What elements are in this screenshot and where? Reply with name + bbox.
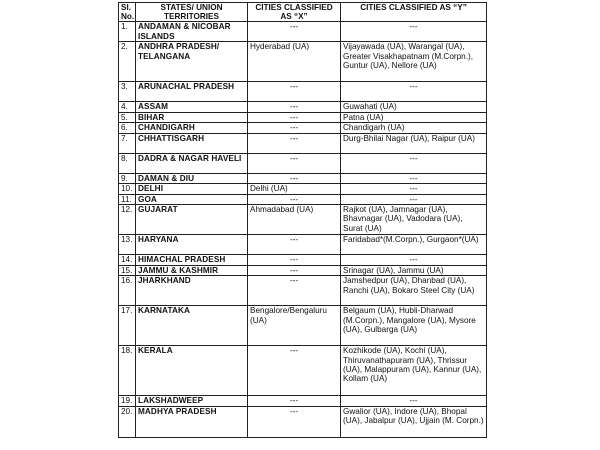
state-name-cell: CHHATTISGARH [136, 133, 248, 153]
table-row [119, 173, 487, 183]
sl-no-cell: 5. [119, 112, 136, 122]
table-row [119, 346, 487, 396]
state-name-cell: ARUNACHAL PRADESH [136, 82, 248, 102]
cities-x-cell: --- [248, 82, 341, 102]
sl-no-cell: 18. [119, 346, 136, 396]
table-row [119, 266, 487, 276]
sl-no-cell: 14. [119, 255, 136, 266]
table-row [119, 82, 487, 102]
table-row [119, 42, 487, 82]
state-name-cell: LAKSHADWEEP [136, 396, 248, 406]
cities-x-cell: Hyderabad (UA) [248, 42, 341, 82]
cities-x-cell: --- [248, 133, 341, 153]
cities-x-cell: --- [248, 153, 341, 173]
sl-no-cell: 15. [119, 266, 136, 276]
sl-no-cell: 1. [119, 22, 136, 42]
state-name-cell: ASSAM [136, 102, 248, 112]
cities-x-cell: --- [248, 255, 341, 266]
sl-no-cell: 2. [119, 42, 136, 82]
cities-x-cell: --- [248, 406, 341, 437]
header-states: STATES/ UNION TERRITORIES [136, 3, 248, 22]
state-name-cell: GUJARAT [136, 205, 248, 235]
table-row [119, 406, 487, 437]
state-name-cell: DELHI [136, 184, 248, 195]
sl-no-cell: 13. [119, 235, 136, 255]
cities-y-cell: Gwalior (UA), Indore (UA), Bhopal (UA), Jabalpur (UA), Ujjain (M. Corpn.) [341, 406, 487, 437]
table-row [119, 306, 487, 346]
cities-y-cell: Guwahati (UA) [341, 102, 487, 112]
state-name-cell: DAMAN & DIU [136, 173, 248, 183]
state-name-cell: JAMMU & KASHMIR [136, 266, 248, 276]
sl-no-cell: 4. [119, 102, 136, 112]
cities-x-cell: --- [248, 112, 341, 122]
sl-no-cell: 9. [119, 173, 136, 183]
sl-no-cell: 7. [119, 133, 136, 153]
cities-y-cell: --- [341, 396, 487, 406]
table-row [119, 195, 487, 205]
state-name-cell: DADRA & NAGAR HAVELI [136, 153, 248, 173]
cities-y-cell: Kozhikode (UA), Kochi (UA), Thiruvanathapuram (UA), Thrissur (UA), Malappuram (UA), Kannur (UA), Kollam (UA) [341, 346, 487, 396]
sl-no-cell: 20. [119, 406, 136, 437]
table-row [119, 112, 487, 122]
cities-x-cell: --- [248, 195, 341, 205]
cities-x-cell: --- [248, 235, 341, 255]
cities-y-cell: Chandigarh (UA) [341, 122, 487, 133]
cities-y-cell: --- [341, 173, 487, 183]
state-name-cell: GOA [136, 195, 248, 205]
cities-y-cell: Belgaum (UA), Hubli-Dharwad (M.Corpn.), Mangalore (UA), Mysore (UA), Gulbarga (UA) [341, 306, 487, 346]
cities-y-cell: Srinagar (UA), Jammu (UA) [341, 266, 487, 276]
sl-no-cell: 19. [119, 396, 136, 406]
cities-y-cell: Jamshedpur (UA), Dhanbad (UA), Ranchi (UA), Bokaro Steel City (UA) [341, 276, 487, 306]
cities-y-cell: --- [341, 184, 487, 195]
table-row [119, 255, 487, 266]
sl-no-cell: 12. [119, 205, 136, 235]
state-name-cell: KERALA [136, 346, 248, 396]
sl-no-cell: 10. [119, 184, 136, 195]
state-name-cell: CHANDIGARH [136, 122, 248, 133]
cities-y-cell: --- [341, 195, 487, 205]
table-row [119, 133, 487, 153]
state-name-cell: KARNATAKA [136, 306, 248, 346]
state-name-cell: JHARKHAND [136, 276, 248, 306]
header-cities-y: CITIES CLASSIFIED AS “Y” [341, 3, 487, 22]
cities-x-cell: --- [248, 396, 341, 406]
sl-no-cell: 8. [119, 153, 136, 173]
table-row [119, 22, 487, 42]
cities-y-cell: --- [341, 153, 487, 173]
cities-x-cell: Ahmadabad (UA) [248, 205, 341, 235]
document-page [118, 2, 486, 438]
state-name-cell: ANDAMAN & NICOBAR ISLANDS [136, 22, 248, 42]
table-row [119, 205, 487, 235]
cities-y-cell: Durg-Bhilai Nagar (UA), Raipur (UA) [341, 133, 487, 153]
sl-no-cell: 16. [119, 276, 136, 306]
sl-no-cell: 6. [119, 122, 136, 133]
cities-x-cell: --- [248, 22, 341, 42]
state-name-cell: MADHYA PRADESH [136, 406, 248, 437]
cities-y-cell: --- [341, 82, 487, 102]
table-row [119, 184, 487, 195]
cities-x-cell: --- [248, 266, 341, 276]
state-name-cell: HARYANA [136, 235, 248, 255]
cities-x-cell: --- [248, 102, 341, 112]
cities-y-cell: Vijayawada (UA), Warangal (UA), Greater Visakhapatnam (M.Corpn.), Guntur (UA), Nellore (UA) [341, 42, 487, 82]
table-row [119, 153, 487, 173]
table-row [119, 396, 487, 406]
city-classification-table [118, 2, 487, 438]
cities-y-cell: Rajkot (UA), Jamnagar (UA), Bhavnagar (UA), Vadodara (UA), Surat (UA) [341, 205, 487, 235]
sl-no-cell: 17. [119, 306, 136, 346]
table-header-row [119, 3, 487, 22]
table-row [119, 122, 487, 133]
state-name-cell: HIMACHAL PRADESH [136, 255, 248, 266]
table-row [119, 235, 487, 255]
cities-x-cell: Bengalore/Bengaluru (UA) [248, 306, 341, 346]
table-row [119, 276, 487, 306]
cities-x-cell: --- [248, 276, 341, 306]
cities-x-cell: --- [248, 346, 341, 396]
state-name-cell: ANDHRA PRADESH/ TELANGANA [136, 42, 248, 82]
table-row [119, 102, 487, 112]
sl-no-cell: 11. [119, 195, 136, 205]
header-cities-x: CITIES CLASSIFIED AS “X” [248, 3, 341, 22]
cities-y-cell: --- [341, 22, 487, 42]
header-sl-no: Sl. No. [119, 3, 136, 22]
sl-no-cell: 3. [119, 82, 136, 102]
state-name-cell: BIHAR [136, 112, 248, 122]
cities-y-cell: --- [341, 255, 487, 266]
cities-x-cell: --- [248, 122, 341, 133]
cities-y-cell: Faridabad*(M.Corpn.), Gurgaon*(UA) [341, 235, 487, 255]
cities-x-cell: Delhi (UA) [248, 184, 341, 195]
cities-x-cell: --- [248, 173, 341, 183]
cities-y-cell: Patna (UA) [341, 112, 487, 122]
